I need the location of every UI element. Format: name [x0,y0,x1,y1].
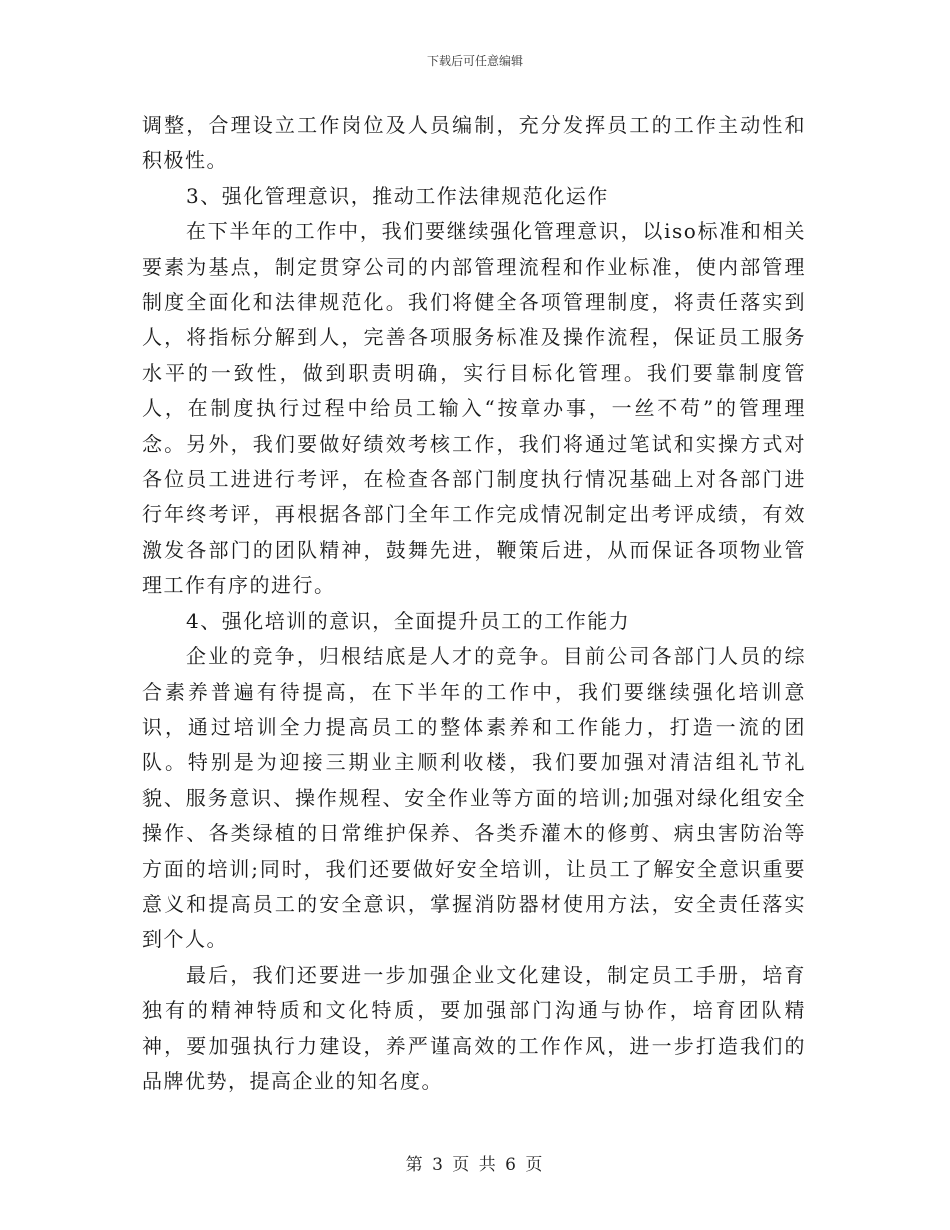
section-heading-3: 3、强化管理意识，推动工作法律规范化运作 [186,183,609,208]
paragraph-culture: 最后，我们还要进一步加强企业文化建设，制定员工手册，培育独有的精神特质和文化特质，要加强部门沟通与协作，培育团队精神，要加强执行力建设，养严谨高效的工作作风，进一步打造我们的品牌优势，提高企业的知名度。 [142,962,806,1093]
paragraph-training: 企业的竞争，归根结底是人才的竞争。目前公司各部门人员的综合素养普遍有待提高，在下半年的工作中，我们要继续强化培训意识，通过培训全力提高员工的整体素养和工作能力，打造一流的团队。特别是为迎接三期业主顺利收楼，我们要加强对清洁组礼节礼貌、服务意识、操作规程、安全作业等方面的培训;加强对绿化组安全操作、各类绿植的日常维护保养、各类乔灌木的修剪、病虫害防治等方面的培训;同时，我们还要做好安全培训，让员工了解安全意识重要意义和提高员工的安全意识，掌握消防器材使用方法，安全责任落实到个人。 [142,644,806,952]
paragraph-continuation: 调整，合理设立工作岗位及人员编制，充分发挥员工的工作主动性和积极性。 [142,113,806,173]
page-header: 下载后可任意编辑 [426,54,523,68]
document-body [142,108,806,1099]
paragraph-management: 在下半年的工作中，我们要继续强化管理意识，以iso标准和相关要素为基点，制定贯穿公司的内部管理流程和作业标准，使内部管理制度全面化和法律规范化。我们将健全各项管理制度，将责任落实到人，将指标分解到人，完善各项服务标准及操作流程，保证员工服务水平的一致性，做到职责明确，实行目标化管理。我们要靠制度管人，在制度执行过程中给员工输入“按章办事，一丝不苟”的管理理念。另外，我们要做好绩效考核工作，我们将通过笔试和实操方式对各位员工进进行考评，在检查各部门制度执行情况基础上对各部门进行年终考评，再根据各部门全年工作完成情况制定出考评成绩，有效激发各部门的团队精神，鼓舞先进，鞭策后进，从而保证各项物业管理工作有序的进行。 [142,219,806,598]
page-number: 第 3 页 共 6 页 [405,1155,545,1175]
section-heading-4: 4、强化培训的意识，全面提升员工的工作能力 [186,608,631,633]
